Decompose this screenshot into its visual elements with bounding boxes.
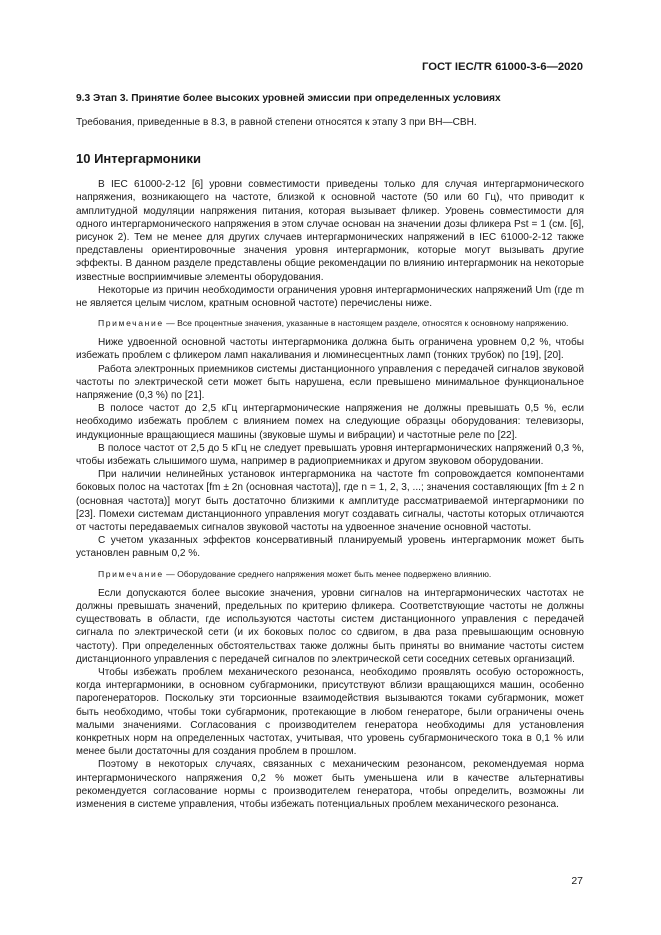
section-9-3-heading: 9.3 Этап 3. Принятие более высоких уровней эмиссии при определенных условиях bbox=[76, 93, 501, 104]
paragraph: С учетом указанных эффектов консервативный планируемый уровень интергармоник может быть установлен равным 0,2 %. bbox=[76, 535, 584, 560]
section-10-heading: 10 Интергармоники bbox=[76, 151, 201, 167]
section-9-3-text: Требования, приведенные в 8.3, в равной степени относятся к этапу 3 при ВН—СВН. bbox=[76, 117, 477, 128]
note-label: Примечание bbox=[98, 318, 164, 329]
note-dash: — bbox=[163, 568, 178, 579]
standard-id: ГОСТ IEC/TR 61000-3-6—2020 bbox=[421, 61, 583, 73]
note-2 bbox=[76, 568, 584, 580]
note-1 bbox=[76, 317, 584, 329]
paragraph: В IEC 61000-2-12 [6] уровни совместимости приведены только для случая интергармонического напряжения, возникающего на частоте, близкой к основной частоте (50 или 60 Гц), что приводит к амплитудной модуляции напряжения питания, которая вызывает фликер. Уровень совместимости для одного интергармонического напряжения в этом случае основан на значении дозы фликера Pst = 1 (см. [6], рисунок 2). Тем не менее для других случаев интергармонических напряжений в IEC 61000-2-12 также представлены ориентировочные значения уровня интергармоник, которые могут вызывать другие эффекты. В данном разделе представлены общие рекомендации по влиянию интергармоник на некоторые известные восприимчивые элементы оборудования. bbox=[76, 179, 584, 283]
paragraph: Некоторые из причин необходимости ограничения уровня интергармонических напряжений Um (где m не является целым числом, кратным основной частоте) перечислены ниже. bbox=[76, 284, 584, 310]
note-dash: — bbox=[163, 318, 178, 329]
paragraph: Работа электронных приемников системы дистанционного управления с передачей сигналов звуковой частоты по электрической сети может быть нарушена, если превышено минимальное функциональное напряжение (0,3 %) по [21]. bbox=[76, 363, 584, 402]
paragraph: В полосе частот до 2,5 кГц интергармонические напряжения не должны превышать 0,5 %, если необходимо избежать проблем с влиянием помех на следующие образцы оборудования: телевизоры, индукционные вращающиеся машины (звуковые шумы и вибрации) и частотные реле по [22]. bbox=[76, 403, 584, 441]
paragraph: Ниже удвоенной основной частоты интергармоника должна быть ограничена уровнем 0,2 %, чтобы избежать проблем с фликером ламп накаливания и люминесцентных ламп (тонких трубок) по [19], [20]. bbox=[76, 337, 584, 362]
note-text: Оборудование среднего напряжения может быть менее подвержено влиянию. bbox=[177, 568, 492, 579]
paragraph: При наличии нелинейных установок интергармоника на частоте fm сопровождается компонентами боковых полос на частотах [fm ± 2n (основная частота)], где n = 1, 2, 3, ...; значения составляющих [fm ± 2 n (основная частота)] могут быть достаточно близкими к амплитуде рассматриваемой интергармоники по [23]. Помехи системам дистанционного управления могут создавать сигналы, частоты которых отличаются от частоты передаваемых сигналов звуковой частоты на удвоенное значение основной частоты. bbox=[76, 469, 584, 534]
paragraph: В полосе частот от 2,5 до 5 кГц не следует превышать уровня интергармонических напряжений 0,3 %, чтобы избежать слышимого шума, например в радиоприемниках и другом звуковом оборудовании. bbox=[76, 442, 584, 468]
page-content bbox=[76, 92, 584, 811]
note-text: Все процентные значения, указанные в настоящем разделе, относятся к основному напряжению. bbox=[177, 318, 569, 329]
paragraph: Если допускаются более высокие значения, уровни сигналов на интергармонических частотах не должны превышать значений, предельных по критерию фликера. Соответствующие частоты не должны существовать в области, где используются частоты систем дистанционного управления с передачей сигнала по электрической сети (и их боковых полос со сдвигом, в два раза превышающим основную частоту). При определенных обстоятельствах также должны быть приняты во внимание частоты систем дистанционного управления с передачей сигналов по электрической сети соседних сетевых организаций. bbox=[76, 587, 584, 665]
paragraph: Поэтому в некоторых случаях, связанных с механическим резонансом, рекомендуемая норма интергармонического напряжения 0,2 % может быть уменьшена или в качестве альтернативы рекомендуется согласование нормы с производителем генератора, чтобы определить, возможны ли изменения в системе управления, чтобы избежать потенциальных проблем механического резонанса. bbox=[76, 759, 584, 810]
note-label: Примечание bbox=[98, 568, 164, 579]
page-number: 27 bbox=[571, 875, 583, 887]
paragraph: Чтобы избежать проблем механического резонанса, необходимо проявлять особую осторожность, когда интергармоники, в основном субгармоники, присутствуют вблизи вращающихся машин, особенно парогенераторов. Поскольку эти торсионные взаимодействия вызываются токами субгармоник, может быть необходимо, чтобы токи субгармоник, протекающие в любом генераторе, были ограничены очень малыми значениями. Согласования с производителем генератора необходимы для установления конкретных норм на определенных частотах, учитывая, что уровень субгармонического тока в 0,1 % или менее были достаточны для создания проблем в прошлом. bbox=[76, 666, 584, 758]
